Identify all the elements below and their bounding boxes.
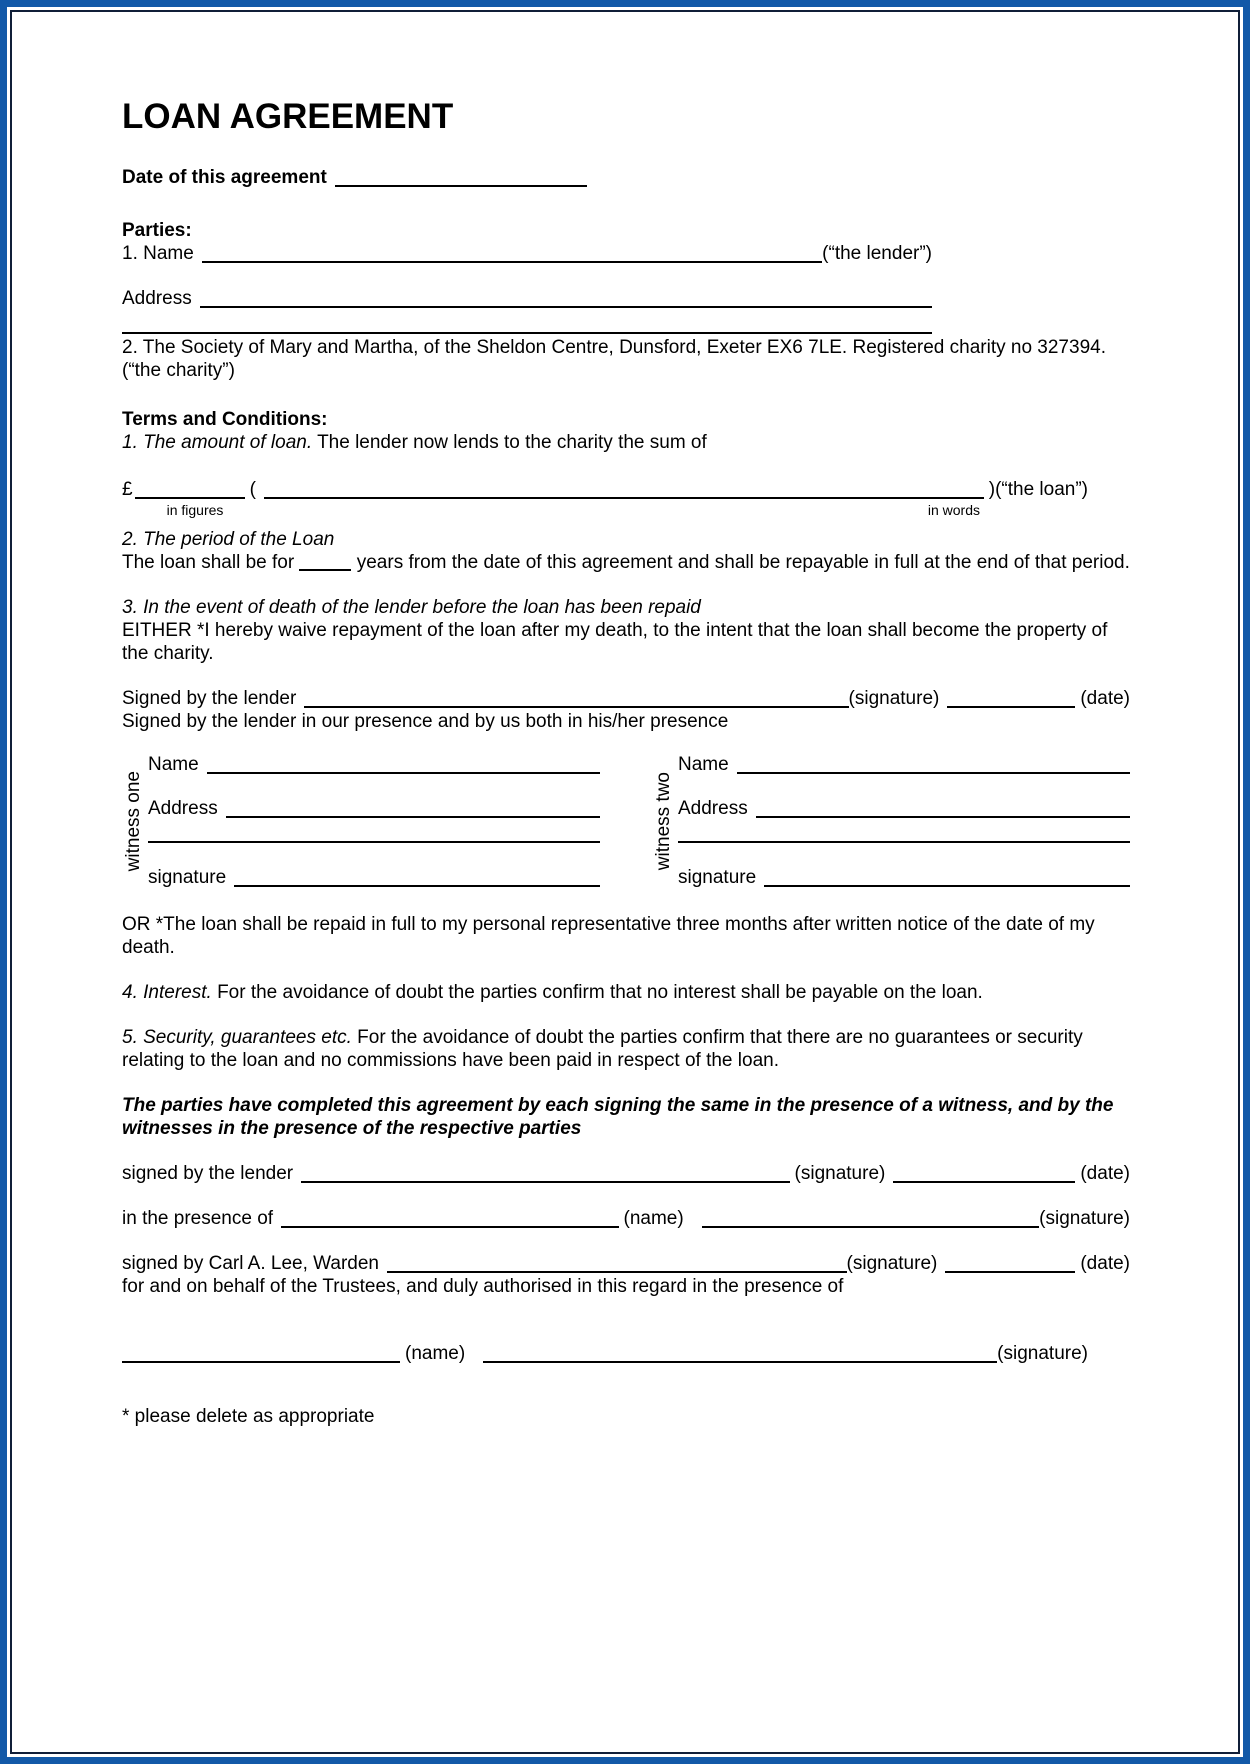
- caption-spacer: [250, 502, 928, 518]
- amount-figures-blank: [135, 497, 245, 499]
- amount-captions: [122, 502, 1130, 518]
- warden-sign-blank: [387, 1271, 847, 1273]
- warden-date-caption: (date): [1080, 1253, 1130, 1274]
- clause5-line: [122, 1026, 1130, 1072]
- witness-one-name-label: Name: [148, 754, 199, 775]
- clause2-text: [122, 551, 1130, 574]
- witness-two-address-line2: [678, 841, 1130, 845]
- clause1-line: [122, 431, 1130, 454]
- witness-two-signature-label: signature: [678, 867, 757, 888]
- warden-prefix: signed by Carl A. Lee, Warden: [122, 1253, 379, 1274]
- presence2-name-blank: [122, 1361, 400, 1363]
- witness-one-address-blank: [226, 816, 600, 818]
- in-words-caption: in words: [927, 502, 980, 518]
- witness-one-signature-line: [148, 866, 600, 889]
- clause1-text: The lender now lends to the charity the sum of: [317, 432, 707, 453]
- witness-one-address-label: Address: [148, 798, 218, 819]
- lender-sign-blank: [304, 706, 848, 708]
- clause4-title: 4. Interest.: [122, 982, 212, 1003]
- lender-sign-line: [122, 687, 1130, 710]
- final-lender-date-blank: [893, 1181, 1075, 1183]
- amount-open-paren: (: [249, 479, 256, 500]
- date-label: Date of this agreement: [122, 167, 327, 188]
- witness-one-signature-label: signature: [148, 867, 227, 888]
- witness-two-address-line: [678, 797, 1130, 820]
- document-title: LOAN AGREEMENT: [122, 97, 454, 136]
- final-lender-sign-blank: [301, 1181, 789, 1183]
- final-lender-line: [122, 1162, 1130, 1185]
- clause3-either: EITHER *I hereby waive repayment of the loan after my death, to the intent that the loan shall become the property of the charity.: [122, 620, 1108, 664]
- clause2-after: years from the date of this agreement and shall be repayable in full at the end of that period.: [356, 552, 1130, 573]
- amount-block: [122, 478, 1130, 518]
- witness-one-fields: [148, 753, 600, 889]
- presence1-signature-blank: [702, 1226, 1039, 1228]
- witness-two-signature-line: [678, 866, 1130, 889]
- presence-line2: [122, 1342, 1088, 1365]
- currency-symbol: £: [122, 479, 133, 500]
- clause1-title: 1. The amount of loan.: [122, 432, 313, 453]
- final-lender-prefix: signed by the lender: [122, 1163, 294, 1184]
- lender-name-blank: [202, 261, 822, 263]
- clause2-before: The loan shall be for: [122, 552, 295, 573]
- years-blank: [299, 569, 351, 571]
- presence-line1: [122, 1207, 1130, 1230]
- witness-one-address-line2: [148, 841, 600, 845]
- clause3-title: 3. In the event of death of the lender before the loan has been repaid: [122, 597, 701, 618]
- final-lender-date-caption: (date): [1080, 1163, 1130, 1184]
- terms-heading: Terms and Conditions:: [122, 409, 328, 430]
- witness-two: [652, 753, 1130, 889]
- amount-close: )(“the loan”): [988, 479, 1088, 500]
- clause5-text: For the avoidance of doubt the parties confirm that there are no guarantees or security relating to the loan and no commissions have been paid in respect of the loan.: [122, 1027, 1083, 1071]
- party2-text: 2. The Society of Mary and Martha, of the Sheldon Centre, Dunsford, Exeter EX6 7LE. Registered charity no 327394. (“the charity”): [122, 337, 1106, 381]
- lender-name-label: 1. Name: [122, 243, 194, 264]
- lender-address-blank: [200, 306, 932, 308]
- presence2-signature-blank: [483, 1361, 997, 1363]
- lender-sign-label: Signed by the lender: [122, 688, 297, 709]
- presence2-name-caption: (name): [405, 1343, 466, 1364]
- presence2-signature-caption: (signature): [997, 1343, 1088, 1364]
- completion-statement: The parties have completed this agreement by each signing the same in the presence of a witness, and by the witnesses in the presence of the respective parties: [122, 1095, 1114, 1139]
- lender-address-blank2: [122, 332, 932, 334]
- witness-two-name-line: [678, 753, 1130, 776]
- witness-two-side-label: witness two: [653, 771, 674, 871]
- witness-one-signature-blank: [234, 885, 600, 887]
- witness-one-name-blank: [207, 772, 600, 774]
- witness-two-address-blank2: [678, 841, 1130, 843]
- witness-one: [122, 753, 600, 889]
- lender-name-line: [122, 242, 932, 265]
- witness-two-name-blank: [737, 772, 1130, 774]
- warden-behalf-text: for and on behalf of the Trustees, and duly authorised in this regard in the presence of: [122, 1276, 844, 1297]
- presence1-signature-caption: (signature): [1039, 1208, 1130, 1229]
- presence1-prefix: in the presence of: [122, 1208, 274, 1229]
- witness-intro: Signed by the lender in our presence and by us both in his/her presence: [122, 711, 729, 732]
- witness-one-side-label: witness one: [123, 770, 144, 872]
- witness-one-address-blank2: [148, 841, 600, 843]
- in-figures-caption: in figures: [166, 502, 224, 518]
- clause2-title: 2. The period of the Loan: [122, 529, 335, 550]
- lender-address-line: [122, 287, 932, 310]
- warden-signature-caption: (signature): [846, 1253, 938, 1274]
- witness-two-name-label: Name: [678, 754, 729, 775]
- clause4-line: [122, 981, 1130, 1004]
- witness-two-fields: [678, 753, 1130, 889]
- warden-line: [122, 1252, 1130, 1275]
- witness-one-name-line: [148, 753, 600, 776]
- witness-one-address-line: [148, 797, 600, 820]
- amount-line: [122, 478, 1088, 501]
- date-blank: [335, 185, 587, 187]
- lender-suffix: (“the lender”): [822, 243, 932, 264]
- lender-sign-date-blank: [947, 706, 1075, 708]
- footnote: * please delete as appropriate: [122, 1406, 375, 1427]
- clause3-or: OR *The loan shall be repaid in full to my personal representative three months after written notice of the date of my death.: [122, 914, 1095, 958]
- presence1-name-blank: [281, 1226, 618, 1228]
- clause4-text: For the avoidance of doubt the parties confirm that no interest shall be payable on the loan.: [217, 982, 983, 1003]
- document-page: [10, 10, 1240, 1754]
- presence1-name-caption: (name): [623, 1208, 684, 1229]
- amount-words-blank: [264, 497, 984, 499]
- warden-date-blank: [945, 1271, 1075, 1273]
- witness-two-signature-blank: [764, 885, 1130, 887]
- witness-two-address-blank: [756, 816, 1130, 818]
- parties-heading: Parties:: [122, 220, 192, 241]
- date-line: [122, 166, 592, 189]
- date-caption: (date): [1080, 688, 1130, 709]
- final-lender-signature-caption: (signature): [794, 1163, 886, 1184]
- witness-block: [122, 753, 1130, 889]
- clause5-title: 5. Security, guarantees etc.: [122, 1027, 352, 1048]
- lender-address-label: Address: [122, 288, 192, 309]
- witness-two-address-label: Address: [678, 798, 748, 819]
- signature-caption: (signature): [848, 688, 940, 709]
